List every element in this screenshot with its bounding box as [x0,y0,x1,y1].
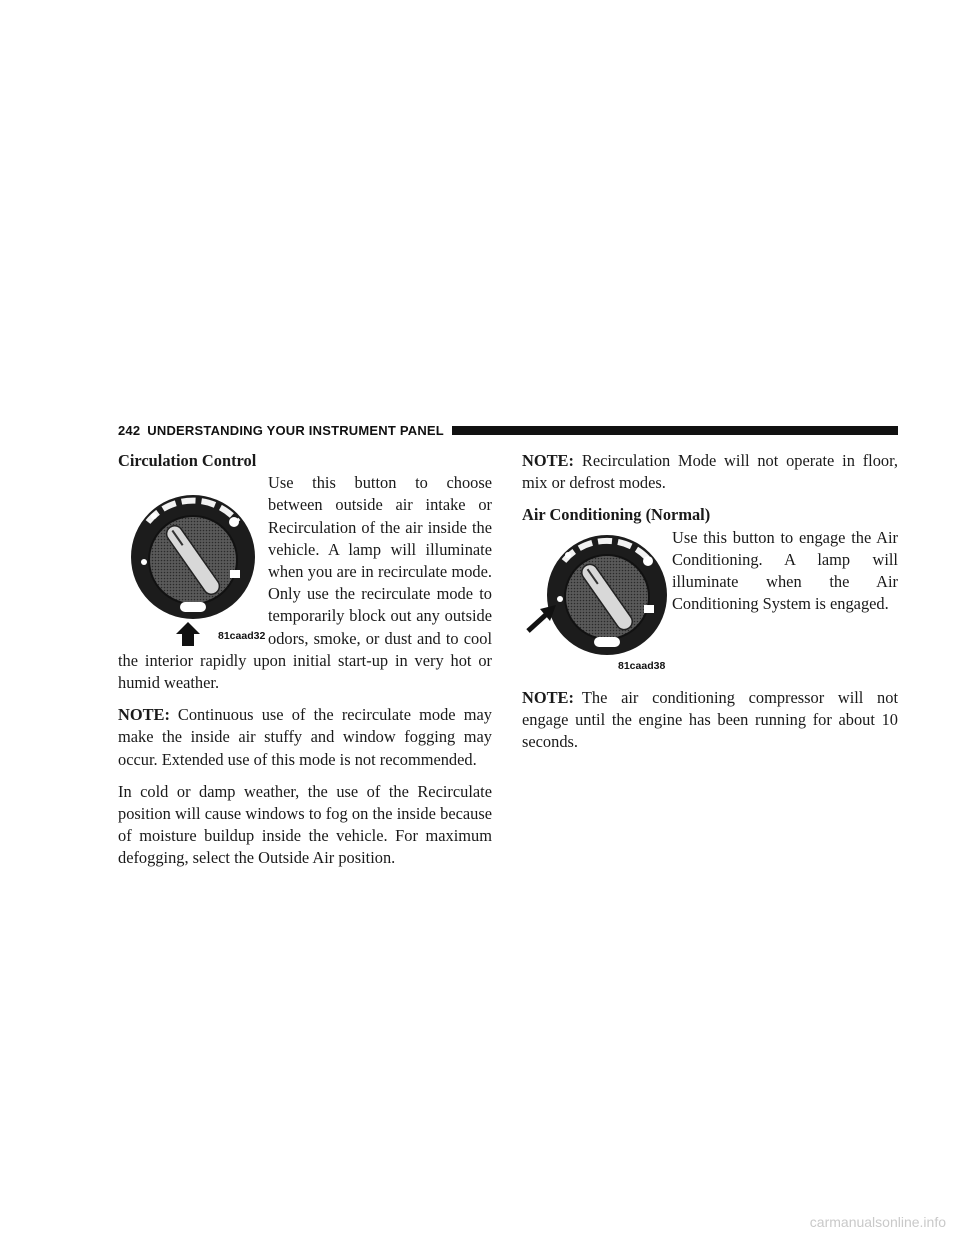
left-column [118,450,492,870]
ac-intro-text: Use this button to engage the Air Conditioning. A lamp will illuminate when the Air Conditioning System is engaged. [672,527,898,614]
note-label: NOTE: [522,687,574,707]
note-text: The air conditioning compressor will not engage until the engine has been running for about 10 seconds. [522,687,898,752]
header-rule [452,426,898,435]
right-note-1 [522,450,898,494]
recirculation-knob-figure [118,472,268,647]
climate-knob-illustration [118,472,268,647]
defog-paragraph: In cold or damp weather, the use of the Recirculate position will cause windows to fog on the inside because of moisture buildup inside the vehicle. For maximum defogging, select the Outside Air position. [118,781,492,868]
ac-knob-figure [522,527,672,677]
watermark-text: carmanualsonline.info [809,1214,946,1230]
air-conditioning-heading: Air Conditioning (Normal) [522,505,711,525]
note-text: Recirculation Mode will not operate in floor, mix or defrost modes. [522,451,898,493]
right-note-2 [522,687,898,754]
note-label: NOTE: [522,451,574,470]
page-header [118,421,898,439]
circulation-intro-text: Use this button to choose between outside air intake or Recirculation of the air inside the vehicle. A lamp will illuminate when you are in recirculate mode. Only use the recirculate mode to temporarily block out any outside odors, smoke, or dust and to cool the interior rapidly upon initial start-up in very hot or humid weather. [118,473,492,693]
left-note [118,704,492,771]
note-text: Continuous use of the recirculate mode may make the inside air stuffy and window fogging may occur. Extended use of this mode is not recommended. [118,705,492,769]
figure-code-81caad38: 81caad38 [618,659,666,672]
page-number: 242 [118,422,141,438]
figure-code-81caad32: 81caad32 [218,630,266,643]
circulation-control-heading: Circulation Control [118,451,257,470]
note-label: NOTE: [118,705,170,725]
section-title: UNDERSTANDING YOUR INSTRUMENT PANEL [147,422,444,438]
right-column [522,450,898,753]
